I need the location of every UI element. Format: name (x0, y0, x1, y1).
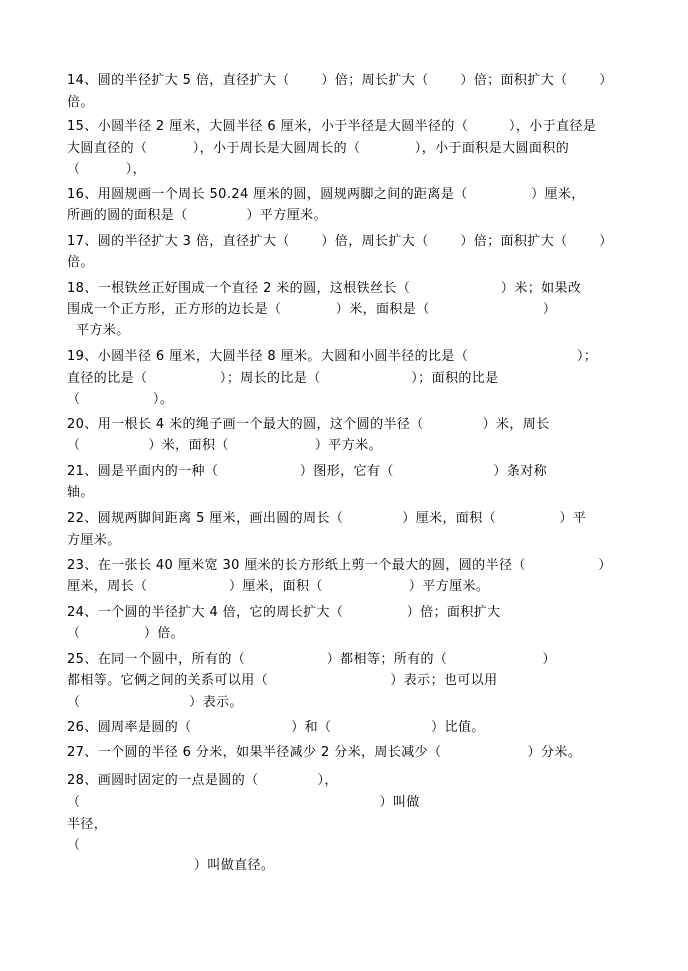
text-line-22: 23、在一张长 40 厘米宽 30 厘米的长方形纸上剪一个最大的圆，圆的半径（ ） (67, 558, 612, 573)
text-line-27: 都相等。它俩之间的关系可以用（ ）表示；也可以用 (67, 673, 498, 688)
text-line-13: 19、小圆半径 6 厘米，大圆半径 8 厘米。大圆和小圆半径的比是（ ）； (67, 349, 598, 364)
text-line-10: 18、一根铁丝正好围成一个直径 2 米的圆，这根铁丝长（ ）米；如果改 (67, 281, 582, 296)
text-line-28: （ ）表示。 (67, 695, 243, 710)
text-line-16: 20、用一根长 4 米的绳子画一个最大的圆，这个圆的半径（ ）米，周长 (67, 417, 550, 432)
text-line-12: 平方米。 (67, 323, 130, 338)
text-line-23: 厘米，周长（ ）厘米，面积（ ）平方厘米。 (67, 579, 490, 594)
text-line-26: 25、在同一个圆中，所有的（ ）都相等；所有的（ ） (67, 652, 556, 667)
text-line-19: 轴。 (67, 485, 94, 500)
text-line-31: 28、画圆时固定的一点是圆的（ ）， (67, 773, 338, 788)
text-line-30: 27、一个圆的半径 6 分米，如果半径减少 2 分米，周长减少（ ）分米。 (67, 745, 582, 760)
text-line-14: 直径的比是（ ）；周长的比是（ ）；面积的比是 (67, 371, 499, 386)
text-line-1: 14、圆的半径扩大 5 倍，直径扩大（ ）倍；周长扩大（ ）倍；面积扩大（ ） (67, 73, 613, 88)
text-line-18: 21、圆是平面内的一种（ ）图形，它有（ ）条对称 (67, 464, 548, 479)
text-line-24: 24、一个圆的半径扩大 4 倍，它的周长扩大（ ）倍；面积扩大 (67, 605, 501, 620)
text-line-33: 半径， (67, 817, 108, 832)
text-line-20: 22、圆规两脚间距离 5 厘米，画出圆的周长（ ）厘米，面积（ ）平 (67, 511, 587, 526)
text-line-34: （ (67, 838, 81, 853)
text-line-32: （ ）叫做 (67, 795, 420, 810)
text-line-7: 所画的圆的面积是（ ）平方厘米。 (67, 208, 327, 223)
text-line-29: 26、圆周率是圆的（ ）和（ ）比值。 (67, 720, 485, 735)
text-line-25: （ ）倍。 (67, 626, 185, 641)
text-line-2: 倍。 (67, 95, 94, 110)
text-line-21: 方厘米。 (67, 533, 121, 548)
text-line-35: ）叫做直径。 (67, 858, 275, 873)
text-line-4: 大圆直径的（ ），小于周长是大圆周长的（ ），小于面积是大圆面积的 (67, 141, 570, 156)
text-line-6: 16、用圆规画一个周长 50.24 厘米的圆，圆规两脚之间的距离是（ ）厘米， (67, 187, 585, 202)
text-line-11: 围成一个正方形，正方形的边长是（ ）米，面积是（ ） (67, 302, 557, 317)
text-line-17: （ ）米，面积（ ）平方米。 (67, 438, 382, 453)
text-line-9: 倍。 (67, 255, 94, 270)
text-line-3: 15、小圆半径 2 厘米，大圆半径 6 厘米，小于半径是大圆半径的（ ），小于直径是 (67, 119, 597, 134)
text-line-8: 17、圆的半径扩大 3 倍，直径扩大（ ）倍，周长扩大（ ）倍；面积扩大（ ） (67, 234, 613, 249)
text-line-15: （ ）。 (67, 392, 174, 407)
text-line-5: （ ）， (67, 162, 147, 177)
